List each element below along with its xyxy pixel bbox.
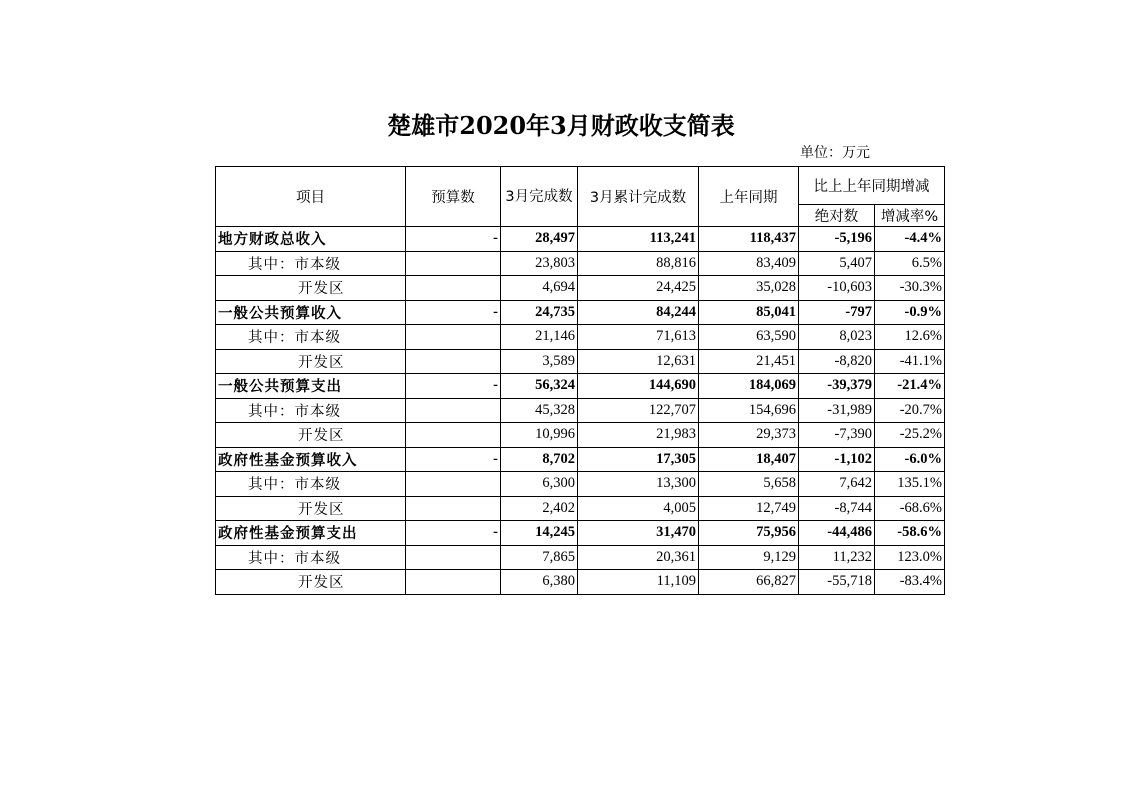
table-row — [216, 423, 945, 448]
cell-last-year: 29,373 — [699, 423, 799, 448]
cell-cumulative: 122,707 — [578, 398, 699, 423]
cell-absolute: -7,390 — [799, 423, 875, 448]
cell-absolute: -39,379 — [799, 374, 875, 399]
cell-last-year: 75,956 — [699, 521, 799, 546]
cell-last-year: 12,749 — [699, 496, 799, 521]
cell-march: 21,146 — [501, 325, 578, 350]
cell-absolute: -5,196 — [799, 227, 875, 252]
cell-absolute: 7,642 — [799, 472, 875, 497]
cell-label: 政府性基金预算收入 — [216, 447, 406, 472]
cell-cumulative: 13,300 — [578, 472, 699, 497]
header-last-year: 上年同期 — [699, 167, 799, 227]
cell-label: 开发区 — [216, 423, 406, 448]
cell-march: 28,497 — [501, 227, 578, 252]
cell-label: 其中：市本级 — [216, 398, 406, 423]
cell-label: 一般公共预算支出 — [216, 374, 406, 399]
cell-budget — [406, 251, 501, 276]
cell-absolute: 11,232 — [799, 545, 875, 570]
cell-cumulative: 20,361 — [578, 545, 699, 570]
cell-last-year: 35,028 — [699, 276, 799, 301]
cell-label: 开发区 — [216, 349, 406, 374]
cell-budget — [406, 472, 501, 497]
header-row-1 — [216, 167, 945, 205]
cell-label: 开发区 — [216, 276, 406, 301]
cell-march: 23,803 — [501, 251, 578, 276]
cell-rate: -25.2% — [875, 423, 945, 448]
table-row — [216, 472, 945, 497]
cell-budget: - — [406, 227, 501, 252]
header-absolute: 绝对数 — [799, 205, 875, 227]
cell-march: 56,324 — [501, 374, 578, 399]
cell-march: 45,328 — [501, 398, 578, 423]
cell-march: 4,694 — [501, 276, 578, 301]
cell-label: 政府性基金预算支出 — [216, 521, 406, 546]
cell-march: 6,380 — [501, 570, 578, 595]
cell-march: 8,702 — [501, 447, 578, 472]
cell-last-year: 9,129 — [699, 545, 799, 570]
cell-cumulative: 31,470 — [578, 521, 699, 546]
cell-budget — [406, 570, 501, 595]
cell-rate: 12.6% — [875, 325, 945, 350]
cell-budget — [406, 349, 501, 374]
cell-budget: - — [406, 521, 501, 546]
cell-last-year: 184,069 — [699, 374, 799, 399]
cell-rate: -41.1% — [875, 349, 945, 374]
cell-budget: - — [406, 300, 501, 325]
cell-march: 3,589 — [501, 349, 578, 374]
cell-last-year: 21,451 — [699, 349, 799, 374]
cell-rate: -58.6% — [875, 521, 945, 546]
cell-absolute: -8,820 — [799, 349, 875, 374]
cell-last-year: 83,409 — [699, 251, 799, 276]
cell-absolute: -44,486 — [799, 521, 875, 546]
header-rate: 增减率% — [875, 205, 945, 227]
cell-march: 10,996 — [501, 423, 578, 448]
cell-absolute: -8,744 — [799, 496, 875, 521]
cell-budget — [406, 496, 501, 521]
header-item: 项目 — [216, 167, 406, 227]
cell-absolute: -797 — [799, 300, 875, 325]
cell-cumulative: 11,109 — [578, 570, 699, 595]
table-row — [216, 447, 945, 472]
cell-label: 其中：市本级 — [216, 472, 406, 497]
cell-rate: -0.9% — [875, 300, 945, 325]
page-title: 楚雄市2020年3月财政收支简表 — [387, 111, 735, 140]
cell-rate: -30.3% — [875, 276, 945, 301]
table-row — [216, 300, 945, 325]
cell-label: 一般公共预算收入 — [216, 300, 406, 325]
cell-rate: 6.5% — [875, 251, 945, 276]
cell-label: 其中：市本级 — [216, 251, 406, 276]
table-row — [216, 521, 945, 546]
table-row — [216, 276, 945, 301]
cell-last-year: 118,437 — [699, 227, 799, 252]
table-row — [216, 496, 945, 521]
header-march: 3月完成数 — [501, 167, 578, 227]
cell-absolute: -55,718 — [799, 570, 875, 595]
cell-budget — [406, 325, 501, 350]
cell-rate: -4.4% — [875, 227, 945, 252]
table-row — [216, 349, 945, 374]
cell-cumulative: 71,613 — [578, 325, 699, 350]
cell-budget — [406, 398, 501, 423]
cell-rate: 123.0% — [875, 545, 945, 570]
table-row — [216, 227, 945, 252]
cell-last-year: 85,041 — [699, 300, 799, 325]
cell-budget — [406, 545, 501, 570]
cell-absolute: 8,023 — [799, 325, 875, 350]
unit-label: 单位：万元 — [800, 145, 870, 161]
cell-label: 其中：市本级 — [216, 325, 406, 350]
cell-label: 其中：市本级 — [216, 545, 406, 570]
cell-cumulative: 21,983 — [578, 423, 699, 448]
cell-march: 7,865 — [501, 545, 578, 570]
cell-rate: -21.4% — [875, 374, 945, 399]
cell-budget — [406, 423, 501, 448]
cell-budget: - — [406, 447, 501, 472]
cell-budget — [406, 276, 501, 301]
cell-label: 开发区 — [216, 570, 406, 595]
table-row — [216, 325, 945, 350]
cell-last-year: 5,658 — [699, 472, 799, 497]
cell-label: 地方财政总收入 — [216, 227, 406, 252]
header-budget: 预算数 — [406, 167, 501, 227]
cell-absolute: 5,407 — [799, 251, 875, 276]
cell-march: 14,245 — [501, 521, 578, 546]
header-compare: 比上上年同期增减 — [799, 167, 945, 205]
cell-rate: -20.7% — [875, 398, 945, 423]
cell-budget: - — [406, 374, 501, 399]
cell-cumulative: 4,005 — [578, 496, 699, 521]
cell-cumulative: 113,241 — [578, 227, 699, 252]
cell-march: 24,735 — [501, 300, 578, 325]
table-row — [216, 398, 945, 423]
header-cumulative: 3月累计完成数 — [578, 167, 699, 227]
cell-label: 开发区 — [216, 496, 406, 521]
cell-rate: -68.6% — [875, 496, 945, 521]
cell-march: 6,300 — [501, 472, 578, 497]
cell-cumulative: 84,244 — [578, 300, 699, 325]
cell-rate: 135.1% — [875, 472, 945, 497]
cell-rate: -6.0% — [875, 447, 945, 472]
cell-cumulative: 24,425 — [578, 276, 699, 301]
cell-rate: -83.4% — [875, 570, 945, 595]
table-row — [216, 251, 945, 276]
cell-last-year: 63,590 — [699, 325, 799, 350]
cell-absolute: -10,603 — [799, 276, 875, 301]
table-row — [216, 374, 945, 399]
table-row — [216, 570, 945, 595]
table-row — [216, 545, 945, 570]
cell-cumulative: 88,816 — [578, 251, 699, 276]
cell-absolute: -1,102 — [799, 447, 875, 472]
cell-absolute: -31,989 — [799, 398, 875, 423]
finance-table — [215, 166, 945, 595]
cell-last-year: 154,696 — [699, 398, 799, 423]
cell-cumulative: 144,690 — [578, 374, 699, 399]
cell-last-year: 18,407 — [699, 447, 799, 472]
cell-last-year: 66,827 — [699, 570, 799, 595]
cell-march: 2,402 — [501, 496, 578, 521]
cell-cumulative: 12,631 — [578, 349, 699, 374]
cell-cumulative: 17,305 — [578, 447, 699, 472]
